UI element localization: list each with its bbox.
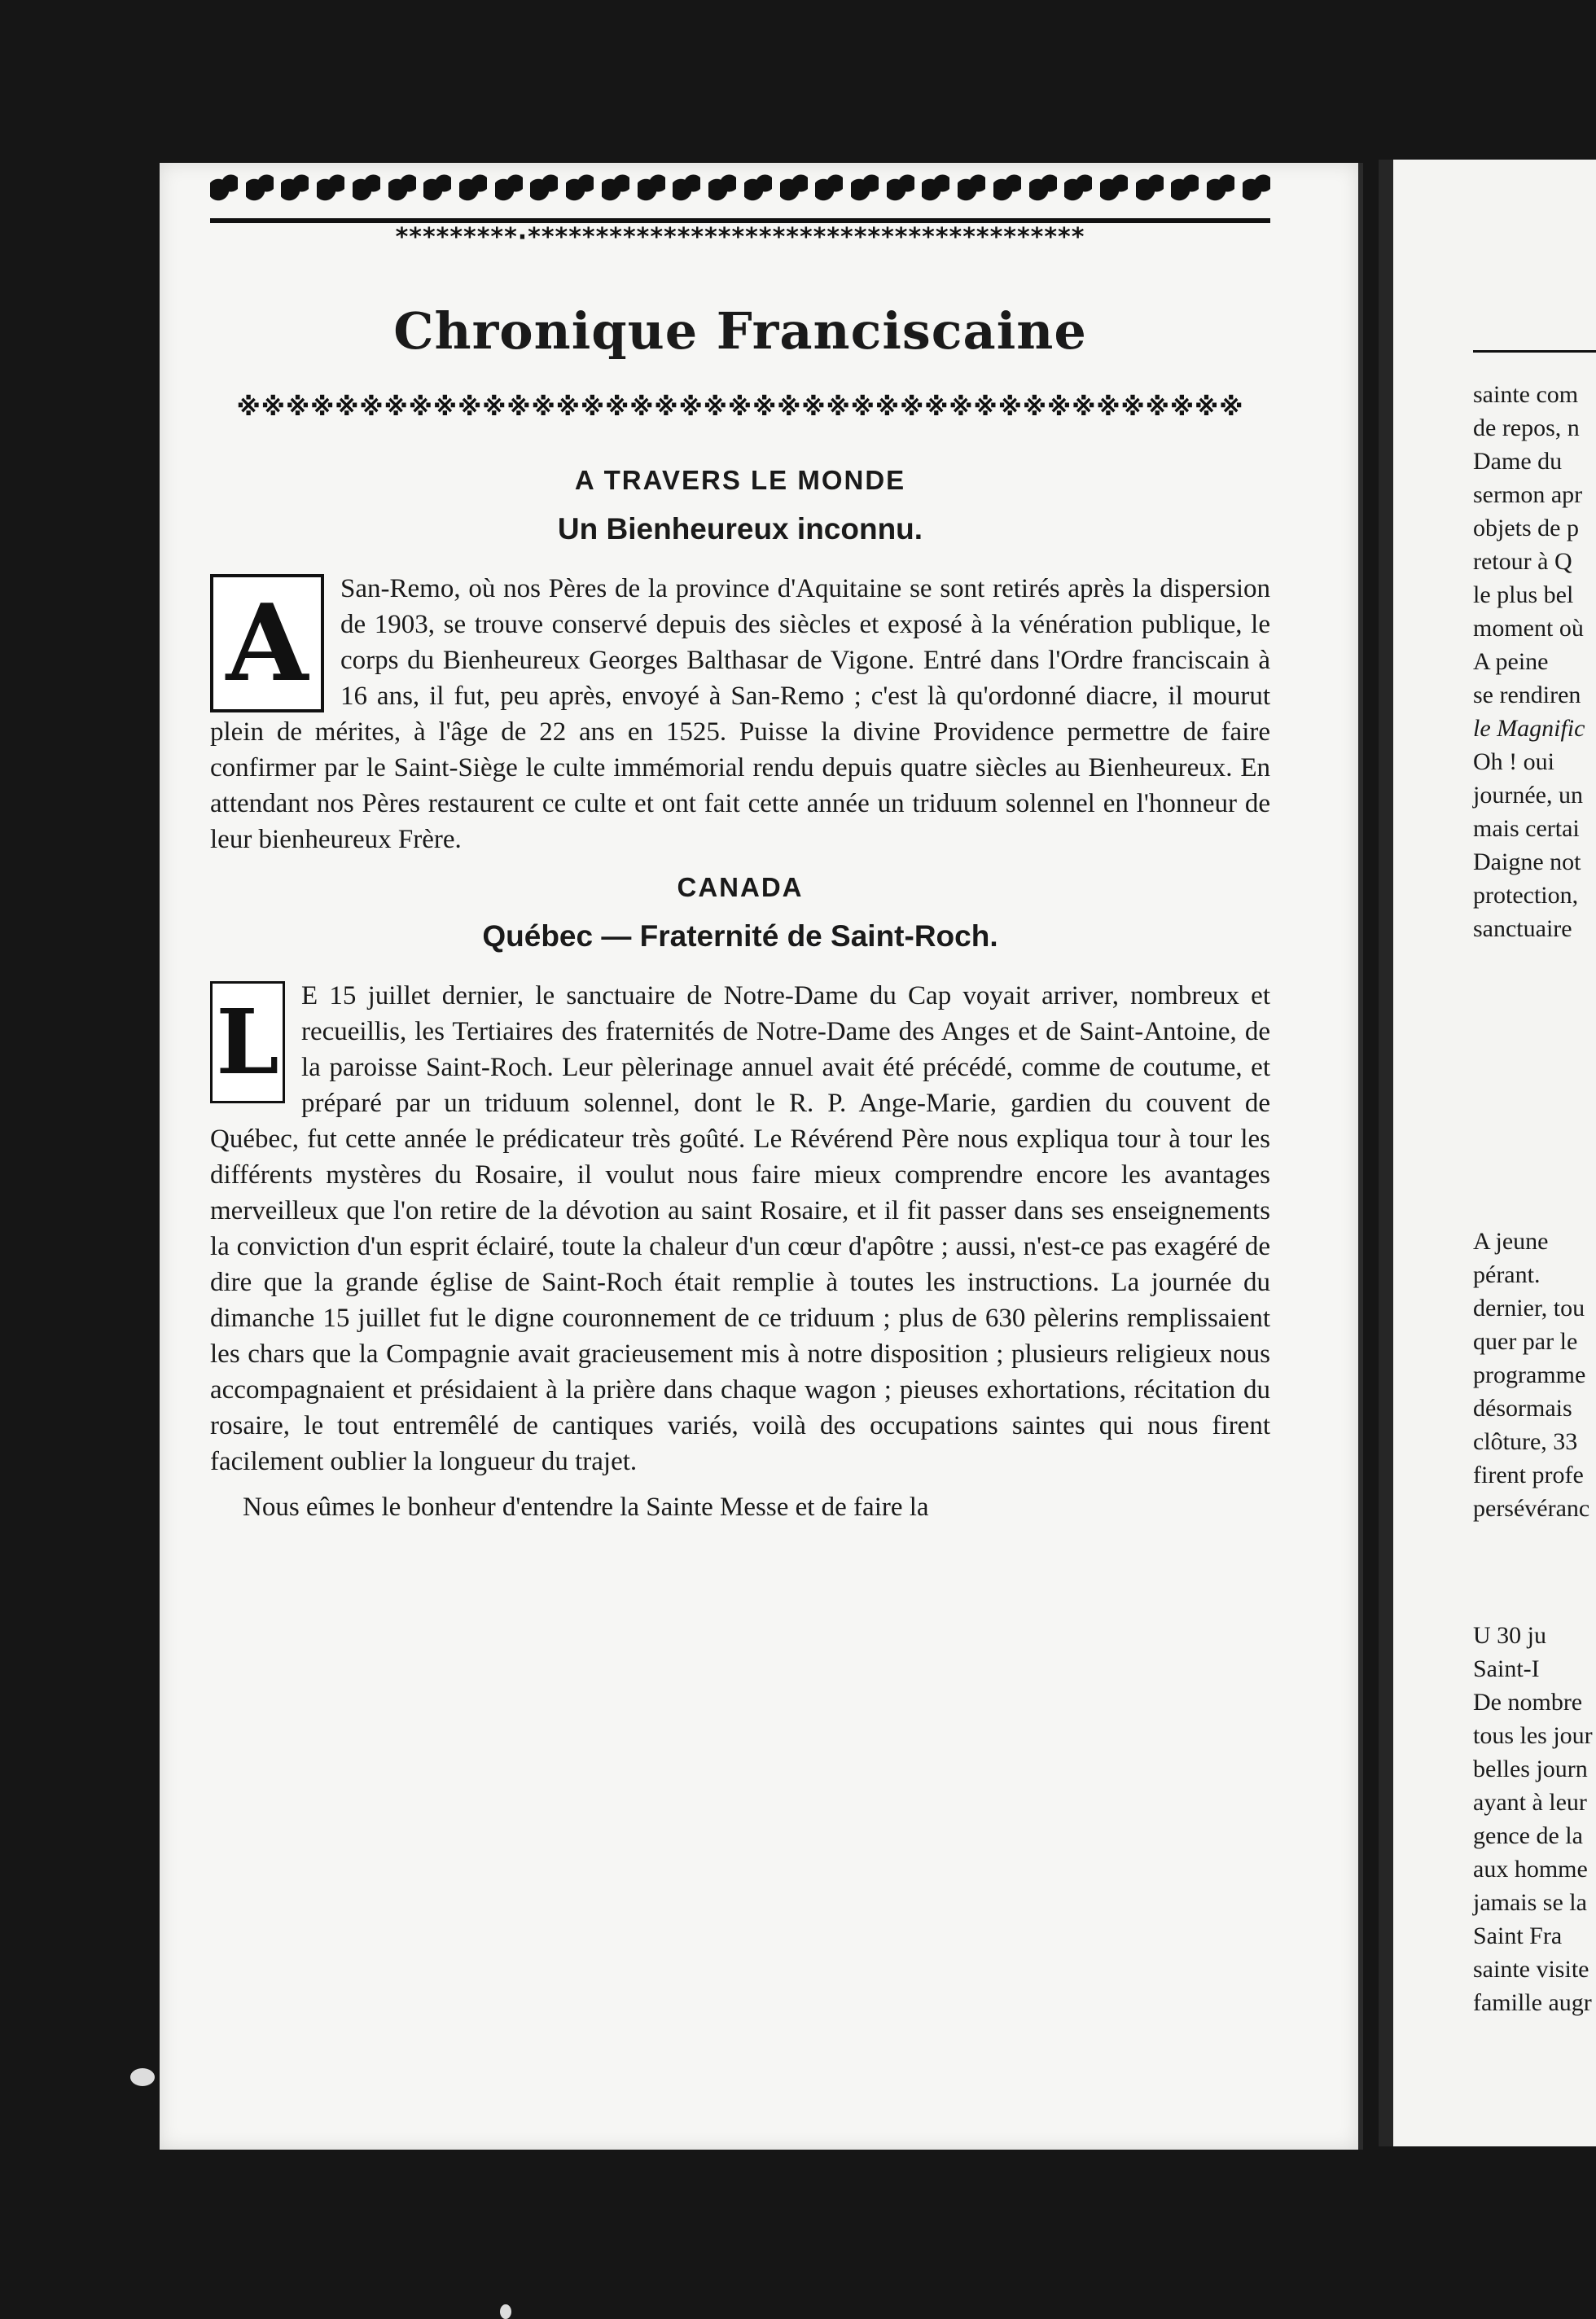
section-subheading-bienheureux: Un Bienheureux inconnu. [557,512,923,546]
right-line: sainte visite [1473,1956,1589,1983]
right-line: Dame du [1473,448,1563,475]
right-page-rule [1473,350,1596,353]
dropcap-l: L [210,981,285,1103]
right-page [1379,160,1596,2146]
right-column-block-a [1473,378,1596,945]
right-line: jamais se la [1473,1889,1587,1916]
ornamental-stars-mid: ※※※※※※※※※※※※※※※※※※※※※※※※※※※※※※※※※※※※※※※※※ [236,393,1244,422]
right-column-block-b [1473,1225,1596,1525]
right-line: le plus bel [1473,581,1574,608]
right-line: moment où [1473,615,1584,642]
right-line: belles journ [1473,1756,1588,1782]
right-line: Saint Fra [1473,1922,1563,1949]
right-line: U 30 ju [1473,1622,1546,1649]
article-saint-roch [210,978,1270,1480]
section-heading-canada: CANADA [677,872,804,902]
right-line: pérant. [1473,1261,1541,1288]
right-line: de repos, n [1473,414,1580,441]
right-line: famille augr [1473,1989,1592,2016]
article-saint-roch-text: E 15 juillet dernier, le sanctuaire de Notre-Dame du Cap voyait arriver, nombreux et recueillis, les Tertiaires des fraternités de Notre-Dame des Anges et de Saint-Antoine, de la paroisse Saint-Roch. Leur pèlerinage annuel avait été précédé, comme de coutume, et préparé par un triduum solennel, dont le R. P. Ange-Marie, gardien du couvent de Québec, fut cette année le prédicateur très goûté. Le Révérend Père nous expliqua tour à tour les différents mystères du Rosaire, il voulut nous faire mieux comprendre encore les avantages merveilleux que l'on retire de la dévotion au saint Rosaire, et il fit passer dans ses enseignements la conviction d'un esprit éclairé, toute la chaleur d'un cœur d'apôtre ; aussi, n'est-ce pas exagéré de dire que la grande église de Saint-Roch était remplie à toutes les instructions. La journée du dimanche 15 juillet fut le digne couronnement de ce triduum ; plus de 630 pèlerins remplissaient les chars que la Compagnie avait gracieusement mis à notre disposition ; plusieurs religieux nous accompagnaient et présidaient à la prière dans chaque wagon ; pieuses exhortations, récitation du rosaire, le tout entremêlé de cantiques variés, voilà des occupations saintes qui nous firent facilement oublier la longueur du trajet. [210,981,1270,1476]
right-line: dernier, tou [1473,1295,1585,1322]
right-line: Saint-I [1473,1655,1540,1682]
left-column [210,161,1270,1535]
right-line: aux homme [1473,1856,1588,1883]
right-line: ayant à leur [1473,1789,1587,1816]
right-line: protection, [1473,882,1579,909]
right-line: persévéranc [1473,1495,1590,1522]
right-line: sanctuaire [1473,915,1572,942]
right-line: quer par le [1473,1328,1578,1355]
right-line: gence de la [1473,1822,1583,1849]
right-line: De nombre [1473,1689,1583,1716]
right-line: A jeune [1473,1228,1549,1255]
ornamental-stars-top: *********·***************************************** [395,223,1085,252]
right-line: journée, un [1473,782,1583,809]
right-line: sermon apr [1473,481,1583,508]
page-title: Chronique Franciscaine [393,301,1087,361]
right-line: firent profe [1473,1462,1584,1488]
right-line: se rendiren [1473,682,1581,708]
ornamental-border-top [210,161,1270,212]
right-line: mais certai [1473,815,1580,842]
right-line: Daigne not [1473,848,1581,875]
right-line: désormais [1473,1395,1572,1422]
article-bienheureux-text: San-Remo, où nos Pères de la province d'Aquitaine se sont retirés après la dispersion de 1903, se trouve conservé depuis des siècles et exposé à la vénération publique, le corps du Bienheureux Georges Balthasar de Vigone. Entré dans l'Ordre franciscain à 16 ans, il fut, peu après, envoyé à San-Remo ; c'est là qu'ordonné diacre, il mourut plein de mérites, à l'âge de 22 ans en 1525. Puisse la divine Providence permettre de faire confirmer par le Saint-Siège le culte immémorial rendu depuis quatre siècles au Bienheureux. En attendant nos Pères restaurent ce culte et ont fait cette année un triduum solennel en l'honneur de leur bienheureux Frère. [210,574,1270,854]
dropcap-a: A [210,574,324,712]
right-line: programme [1473,1361,1586,1388]
section-subheading-quebec: Québec — Fraternité de Saint-Roch. [482,919,998,953]
right-line: objets de p [1473,515,1579,541]
section-heading-world: A TRAVERS LE MONDE [574,465,906,495]
right-line: clôture, 33 [1473,1428,1578,1455]
article-bienheureux [210,571,1270,857]
article-saint-roch-last: Nous eûmes le bonheur d'entendre la Sainte Messe et de faire la [243,1493,929,1522]
right-line: A peine [1473,648,1549,675]
scan-speck [500,2304,511,2319]
right-line: tous les jour [1473,1722,1593,1749]
scan-speck [130,2068,155,2086]
right-line: Oh ! oui [1473,748,1554,775]
right-column-block-c [1473,1619,1596,2019]
right-line: retour à Q [1473,548,1572,575]
right-line: sainte com [1473,381,1579,408]
right-line: le Magnific [1473,715,1585,742]
